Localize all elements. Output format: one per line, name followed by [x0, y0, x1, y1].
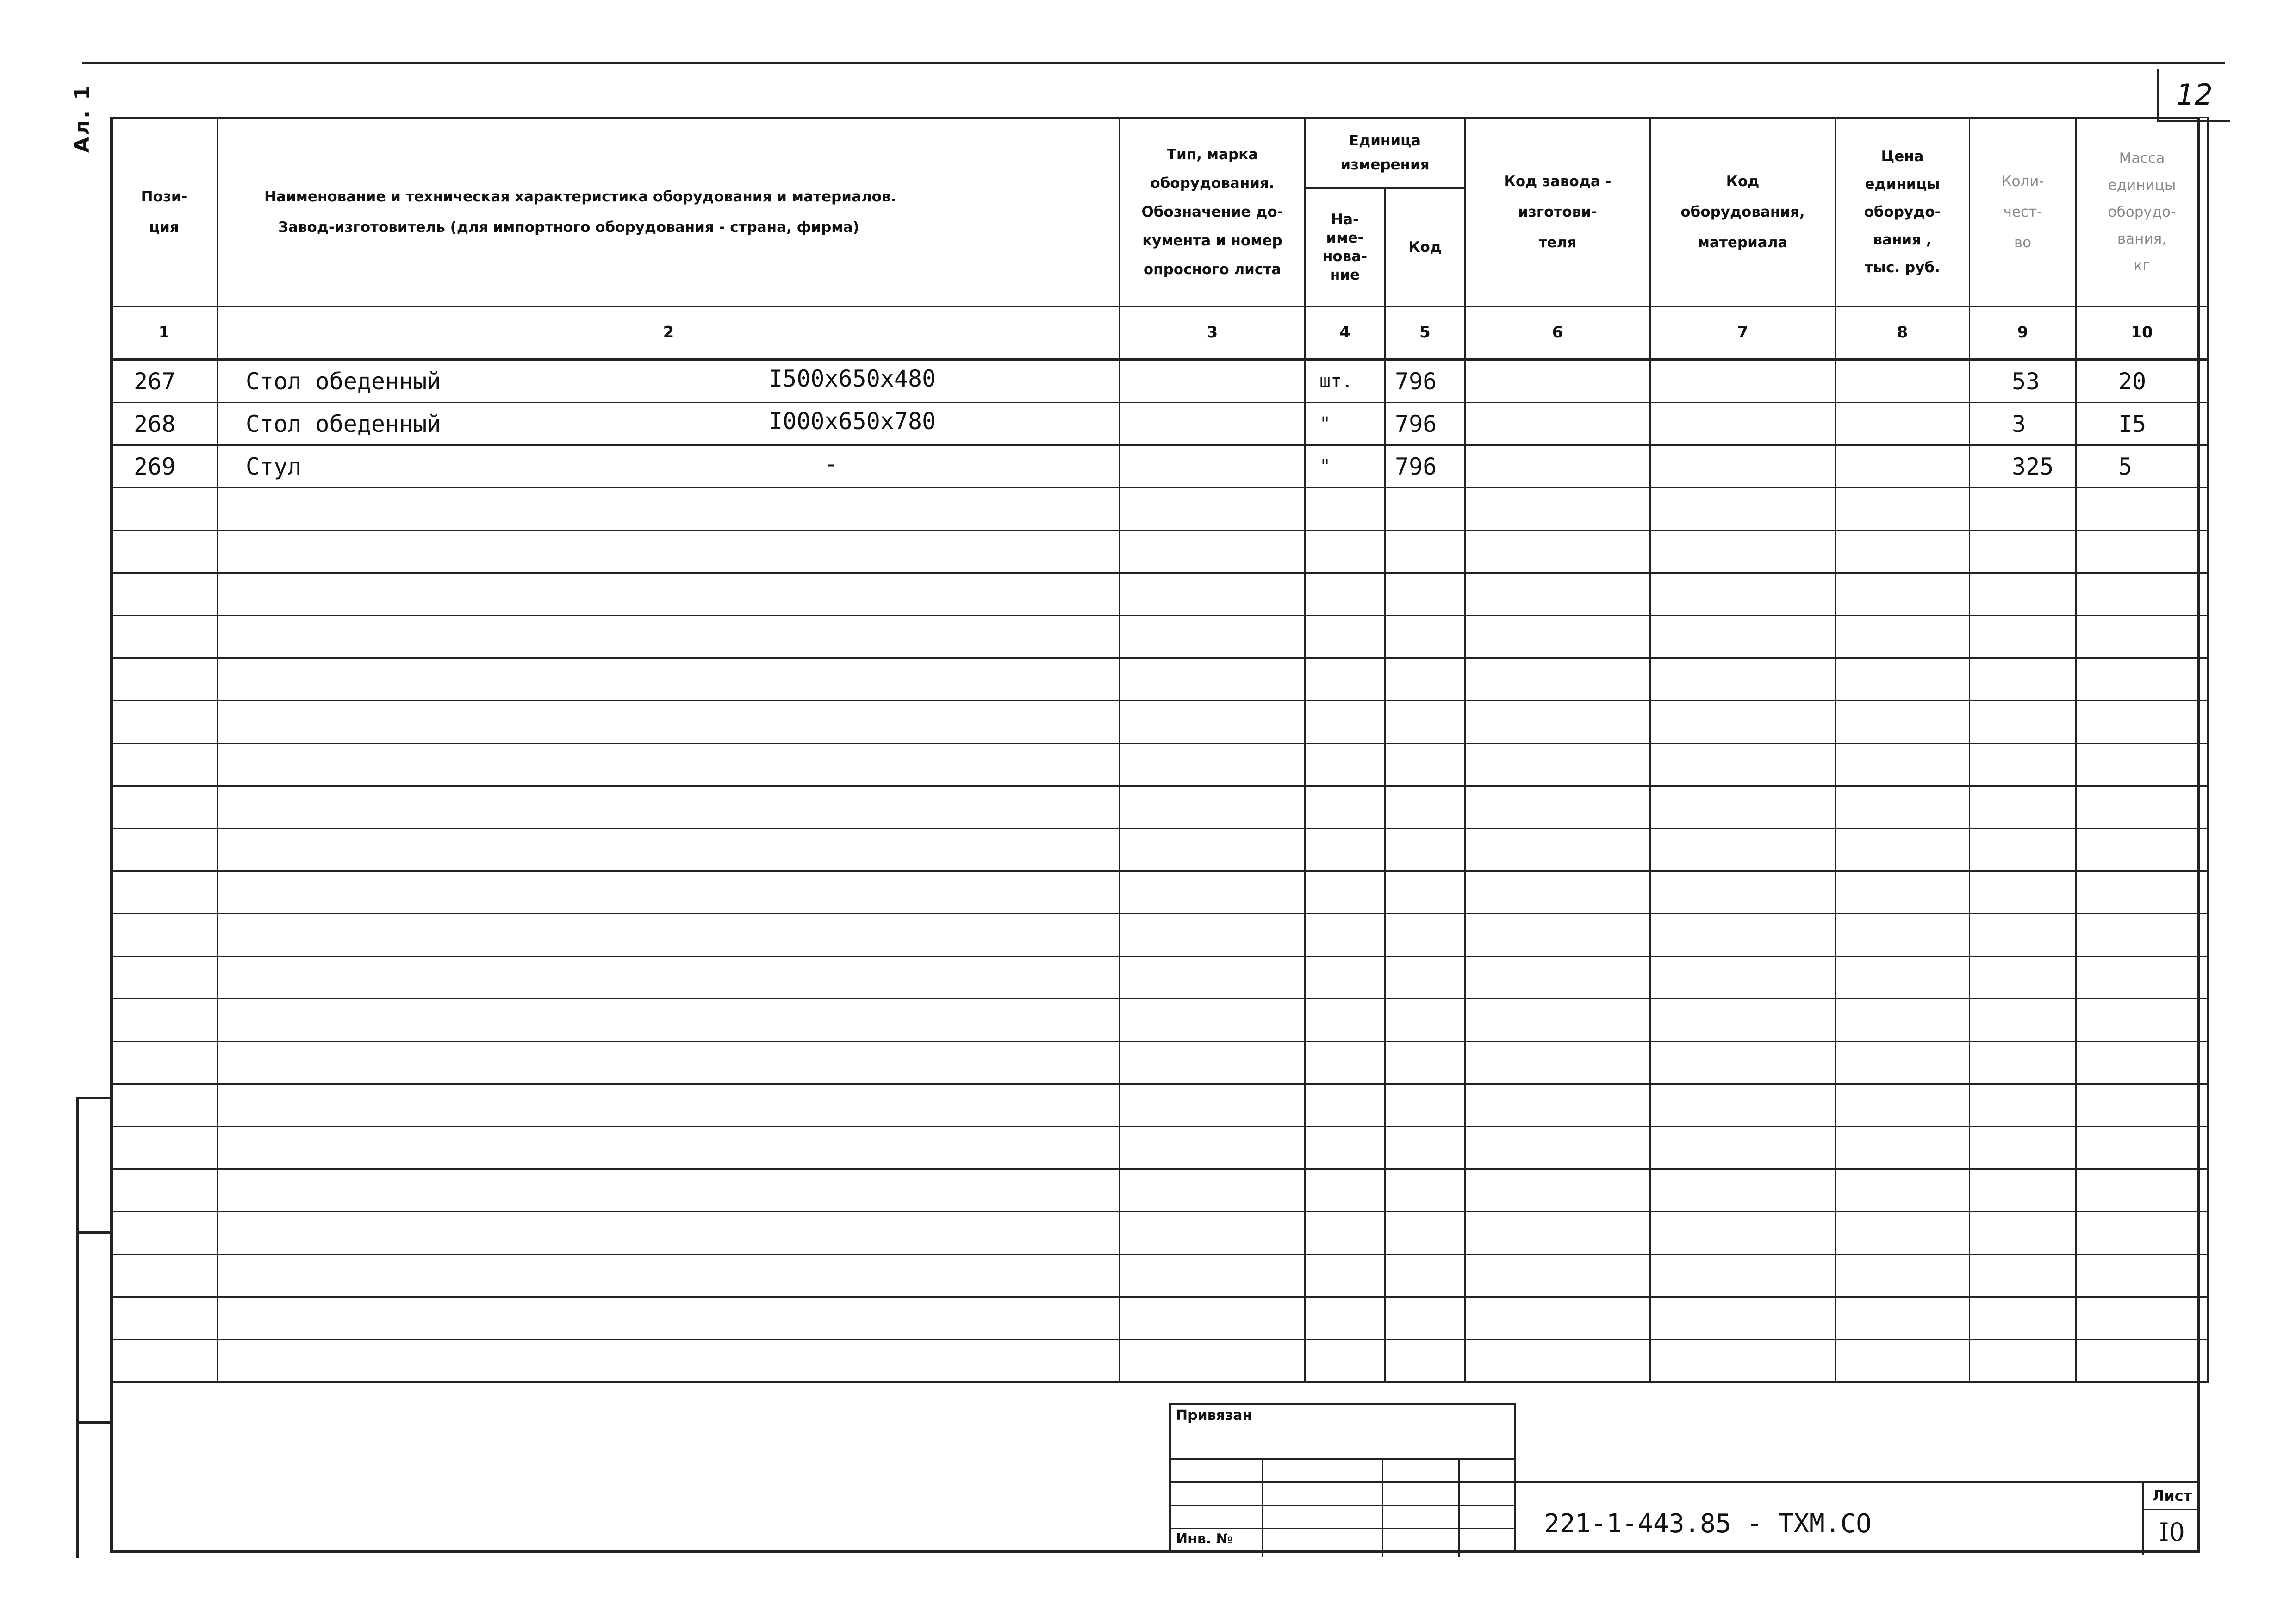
empty-row: [111, 956, 2208, 999]
header-name: Наименование и техническая характеристика оборудования и материалов. Завод-изготовитель (для импортного оборудования - страна, фирма): [218, 118, 1120, 306]
empty-row: [111, 829, 2208, 871]
header-unit: Единица измерения На- име- нова- ние Код: [1305, 118, 1465, 306]
page-number: 12: [2157, 69, 2230, 122]
col-num: 9: [1970, 306, 2076, 360]
cell-price: [1836, 445, 1970, 488]
sheet-box: [2142, 1483, 2200, 1555]
col-num: 5: [1385, 306, 1465, 360]
empty-row: [111, 1340, 2208, 1382]
cell-unit-code: 796: [1385, 359, 1465, 403]
header-equipment-code: Код оборудования, материала: [1650, 118, 1836, 306]
cell-type: [1120, 403, 1305, 445]
cell-equipment-code: [1650, 359, 1836, 403]
empty-row: [111, 1255, 2208, 1297]
col-num: 10: [2076, 306, 2208, 360]
empty-row: [111, 531, 2208, 573]
col-num: 2: [218, 306, 1120, 360]
empty-row: [111, 658, 2208, 701]
cell-equipment-code: [1650, 445, 1836, 488]
cell-factory-code: [1465, 359, 1650, 403]
specification-table: [110, 117, 2209, 1383]
cell-unit-code: 796: [1385, 445, 1465, 488]
header-type: Тип, марка оборудования. Обозначение до- кумента и номер опросного листа: [1120, 118, 1305, 306]
empty-row: [111, 999, 2208, 1042]
col-num: 8: [1836, 306, 1970, 360]
header-quantity: Коли- чест- во: [1970, 118, 2076, 306]
empty-row: [111, 1127, 2208, 1169]
empty-row: [111, 743, 2208, 786]
cell-type: [1120, 359, 1305, 403]
attached-label: Привязан: [1176, 1407, 1252, 1424]
col-num: 7: [1650, 306, 1836, 360]
cell-price: [1836, 359, 1970, 403]
col-num: 6: [1465, 306, 1650, 360]
document-code: 221-1-443.85 - ТХМ.СО: [1544, 1509, 1872, 1539]
sheet-label: Лист: [2144, 1483, 2200, 1510]
cell-type: [1120, 445, 1305, 488]
cell-equipment-code: [1650, 403, 1836, 445]
col-num: 3: [1120, 306, 1305, 360]
header-row: [111, 118, 2208, 306]
side-tag: Ал. 1: [70, 84, 94, 153]
cell-dimensions: I500x650x480: [769, 365, 936, 392]
margin-tick: [76, 1421, 111, 1424]
cell-name: Стол обеденный I500x650x480: [218, 359, 1120, 403]
col-num: 1: [111, 306, 218, 360]
left-margin-block: [76, 1097, 113, 1558]
column-number-row: [111, 306, 2208, 360]
cell-dimensions: I000x650x780: [769, 408, 936, 435]
empty-row: [111, 616, 2208, 658]
attachment-stamp: [1169, 1403, 1516, 1553]
empty-row: [111, 914, 2208, 956]
cell-unit: шт.: [1305, 359, 1385, 403]
table-row: [111, 445, 2208, 488]
cell-mass: I5: [2076, 403, 2208, 445]
cell-name: Стол обеденный I000x650x780: [218, 403, 1120, 445]
cell-price: [1836, 403, 1970, 445]
empty-row: [111, 573, 2208, 616]
cell-factory-code: [1465, 403, 1650, 445]
sheet-number: I0: [2159, 1518, 2185, 1547]
cell-quantity: 325: [1970, 445, 2076, 488]
cell-position: 269: [111, 445, 218, 488]
empty-row: [111, 1212, 2208, 1255]
top-rule: [82, 62, 2225, 64]
cell-quantity: 3: [1970, 403, 2076, 445]
cell-unit-code: 796: [1385, 403, 1465, 445]
title-block: [1516, 1481, 2200, 1555]
empty-row: [111, 701, 2208, 743]
cell-unit: ": [1305, 403, 1385, 445]
table-row: [111, 403, 2208, 445]
cell-unit: ": [1305, 445, 1385, 488]
cell-factory-code: [1465, 445, 1650, 488]
empty-row: [111, 1042, 2208, 1084]
header-mass: Масса единицы оборудо- вания, кг: [2076, 118, 2208, 306]
empty-row: [111, 871, 2208, 914]
cell-mass: 5: [2076, 445, 2208, 488]
cell-position: 268: [111, 403, 218, 445]
cell-dimensions: -: [824, 450, 839, 477]
header-position: Пози- ция: [111, 118, 218, 306]
header-factory-code: Код завода - изготови- теля: [1465, 118, 1650, 306]
cell-quantity: 53: [1970, 359, 2076, 403]
empty-row: [111, 1297, 2208, 1340]
cell-position: 267: [111, 359, 218, 403]
margin-tick: [76, 1231, 111, 1234]
empty-row: [111, 786, 2208, 829]
empty-row: [111, 1169, 2208, 1212]
empty-row: [111, 1084, 2208, 1127]
col-num: 4: [1305, 306, 1385, 360]
table-row: [111, 359, 2208, 403]
header-price: Цена единицы оборудо- вания , тыс. руб.: [1836, 118, 1970, 306]
inventory-number-label: Инв. №: [1176, 1531, 1233, 1547]
empty-row: [111, 488, 2208, 531]
cell-mass: 20: [2076, 359, 2208, 403]
cell-name: Стул -: [218, 445, 1120, 488]
